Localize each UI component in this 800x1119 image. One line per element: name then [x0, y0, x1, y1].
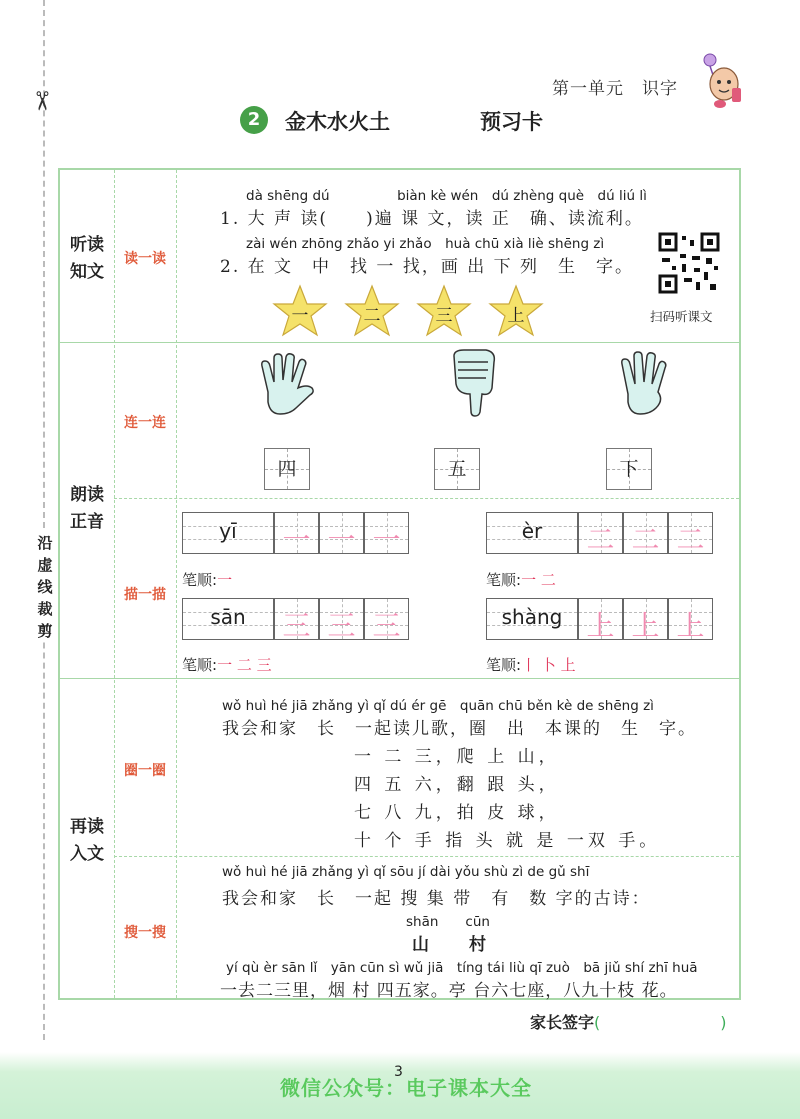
ancient-poem-pinyin: yí qù èr sān lǐ yān cūn sì wǔ jiā tíng tái liù qī zuò bā jiǔ shí zhī huā [226, 960, 698, 976]
stroke-order: 笔顺:一 [182, 571, 233, 589]
cut-instruction [34, 532, 56, 642]
poem-line: 四 五 六，翻 跟 头， [354, 775, 560, 795]
poem-line: 七 八 九，拍 皮 球， [354, 803, 560, 823]
star-char: 三 [435, 306, 453, 326]
read-line2-text: 2. 在 文 中 找 一 找，画 出 下 列 生 字。 [220, 257, 635, 277]
category-listen-read: 听读 知文 [70, 235, 104, 282]
row-divider [60, 678, 739, 679]
row-divider [114, 856, 739, 857]
cut-char: 沿 [37, 534, 53, 552]
poem-line: 一 二 三，爬 上 山， [354, 747, 560, 767]
trace-cell[interactable]: 上 [578, 598, 623, 640]
sublabel-search: 搜一搜 [124, 925, 166, 941]
pinyin-cell: shàng [486, 598, 578, 640]
worksheet-table [58, 168, 741, 1000]
poem-line: 十 个 手 指 头 就 是 一双 手。 [354, 831, 661, 851]
category-reread: 再读 入文 [70, 817, 104, 864]
poem-title-pinyin: shān cūn [406, 914, 490, 930]
sublabel-read: 读一读 [124, 251, 166, 267]
ancient-poem: 一去二三里，烟 村 四五家。亭 台六七座，八九十枝 花。 [220, 981, 678, 1001]
page-number: 3 [394, 1064, 403, 1080]
qr-code-icon[interactable] [658, 232, 720, 294]
row-divider [60, 342, 739, 343]
char-box: 五 [434, 448, 480, 490]
star-char: 一 [291, 306, 309, 326]
thumb-down-hand-icon [444, 348, 500, 418]
card-title: 预习卡 [480, 109, 543, 134]
star-char: 二 [363, 306, 381, 326]
poem-title: 山 村 [412, 935, 488, 955]
mascot-icon [698, 52, 744, 112]
read-line1-text: 1. 大 声 读( )遍 课 文，读 正 确、读流利。 [220, 209, 644, 229]
qr-caption: 扫码听课文 [650, 309, 713, 324]
trace-cell[interactable]: 三 [319, 598, 364, 640]
trace-cell[interactable]: 上 [668, 598, 713, 640]
trace-cell[interactable]: 三 [274, 598, 319, 640]
pinyin-cell: sān [182, 598, 274, 640]
column-divider [176, 170, 177, 998]
trace-cell[interactable]: 二 [623, 512, 668, 554]
star-char: 上 [507, 306, 525, 326]
sublabel-circle: 圈一圈 [124, 763, 166, 779]
circle-instruction: 我会和家 长 一起读儿歌，圈 出 本课的 生 字。 [222, 719, 697, 739]
trace-cell[interactable]: 一 [364, 512, 409, 554]
stroke-order: 笔顺:一 二 [486, 571, 556, 589]
trace-cell[interactable]: 三 [364, 598, 409, 640]
trace-cell[interactable]: 二 [578, 512, 623, 554]
read-line1-pinyin: dà shēng dú biàn kè wén dú zhèng què dú liú lì [246, 188, 647, 204]
trace-cell[interactable]: 一 [319, 512, 364, 554]
lesson-number: 2 [240, 106, 268, 134]
cut-char: 裁 [37, 600, 53, 618]
trace-cell[interactable]: 上 [623, 598, 668, 640]
sublabel-connect: 连一连 [124, 415, 166, 431]
scissors-icon: ✂ [25, 90, 56, 112]
trace-cell[interactable]: 二 [668, 512, 713, 554]
four-fingers-hand-icon [614, 350, 678, 418]
cut-char: 剪 [37, 622, 53, 640]
trace-cell[interactable]: 一 [274, 512, 319, 554]
category-read-aloud: 朗读 正音 [70, 485, 104, 532]
footer-text: 微信公众号：电子课本大全 [280, 1076, 532, 1100]
pinyin-cell: yī [182, 512, 274, 554]
cut-char: 虚 [37, 556, 53, 574]
stroke-order: 笔顺:丨 卜 上 [486, 656, 576, 674]
read-line2-pinyin: zài wén zhōng zhǎo yi zhǎo huà chū xià liè shēng zì [246, 236, 605, 252]
cut-char: 线 [37, 578, 53, 596]
stroke-order: 笔顺:一 二 三 [182, 656, 272, 674]
sublabel-trace: 描一描 [124, 587, 166, 603]
pinyin-cell: èr [486, 512, 578, 554]
row-divider [114, 498, 739, 499]
parent-signature[interactable]: 家长签字( ) [530, 1013, 727, 1032]
circle-pinyin: wǒ huì hé jiā zhǎng yì qǐ dú ér gē quān chū běn kè de shēng zì [222, 698, 654, 714]
lesson-title: 金木水火土 [285, 109, 390, 134]
search-instruction: 我会和家 长 一起 搜 集 带 有 数 字的古诗： [222, 889, 651, 909]
five-fingers-hand-icon [252, 352, 322, 418]
char-box: 下 [606, 448, 652, 490]
cut-line [43, 0, 45, 1040]
search-pinyin: wǒ huì hé jiā zhǎng yì qǐ sōu jí dài yǒu shù zì de gǔ shī [222, 864, 590, 880]
unit-label: 第一单元 识字 [552, 79, 678, 99]
char-box: 四 [264, 448, 310, 490]
